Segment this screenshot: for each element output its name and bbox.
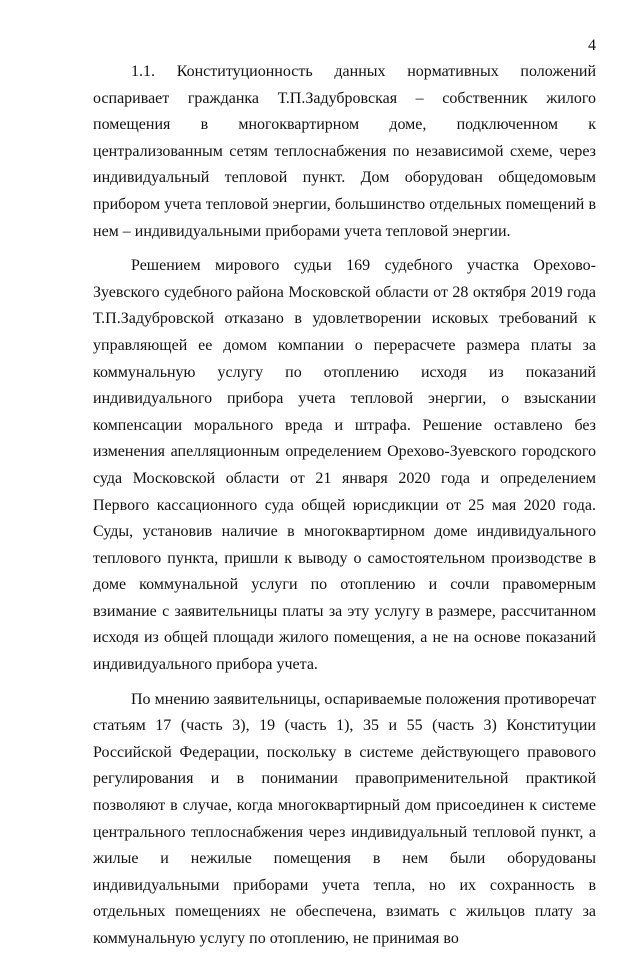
paragraph-claimant-position: По мнению заявительницы, оспариваемые положения противоречат статьям 17 (часть 3), 19 (часть 1), 35 и 55 (часть 3) Конституции Российской Федерации, поскольку в системе действующего правового регулирования и в понимании правоприменительной практикой позволяют в случае, когда многоквартирный дом присоединен к системе центрального теплоснабжения через индивидуальный тепловой пункт, а жилые и нежилые помещения в нем были оборудованы индивидуальными приборами учета тепла, но их сохранность в отдельных помещениях не обеспечена, взимать с жильцов плату за коммунальную услугу по отоплению, не принимая во	[93, 690, 596, 947]
paragraph-1-1-claimant: 1.1. Конституционность данных нормативных положений оспаривает гражданка Т.П.Задубровская – собственник жилого помещения в многоквартирном доме, подключенном к централизованным сетям теплоснабжения по независимой схеме, через индивидуальный тепловой пункт. Дом оборудован общедомовым прибором учета тепловой энергии, большинство отдельных помещений в нем – индивидуальными приборами учета тепловой энергии.	[93, 63, 596, 240]
document-body	[93, 59, 596, 953]
paragraph-court-decisions: Решением мирового судьи 169 судебного участка Орехово-Зуевского судебного района Московской области от 28 октября 2019 года Т.П.Задубровской отказано в удовлетворении исковых требований к управляющей ее домом компании о перерасчете размера платы за коммунальную услугу по отоплению исходя из показаний индивидуального прибора учета тепловой энергии, о взыскании компенсации морального вреда и штрафа. Решение оставлено без изменения апелляционным определением Орехово-Зуевского городского суда Московской области от 21 января 2020 года и определением Первого кассационного суда общей юрисдикции от 25 мая 2020 года. Суды, установив наличие в многоквартирном доме индивидуального теплового пункта, пришли к выводу о самостоятельном производстве в доме коммунальной услуги по отоплению и сочли правомерным взимание с заявительницы платы за эту услугу в размере, рассчитанном исходя из общей площади жилого помещения, а не на основе показаний индивидуального прибора учета.	[93, 257, 596, 674]
page-number: 4	[588, 37, 596, 54]
